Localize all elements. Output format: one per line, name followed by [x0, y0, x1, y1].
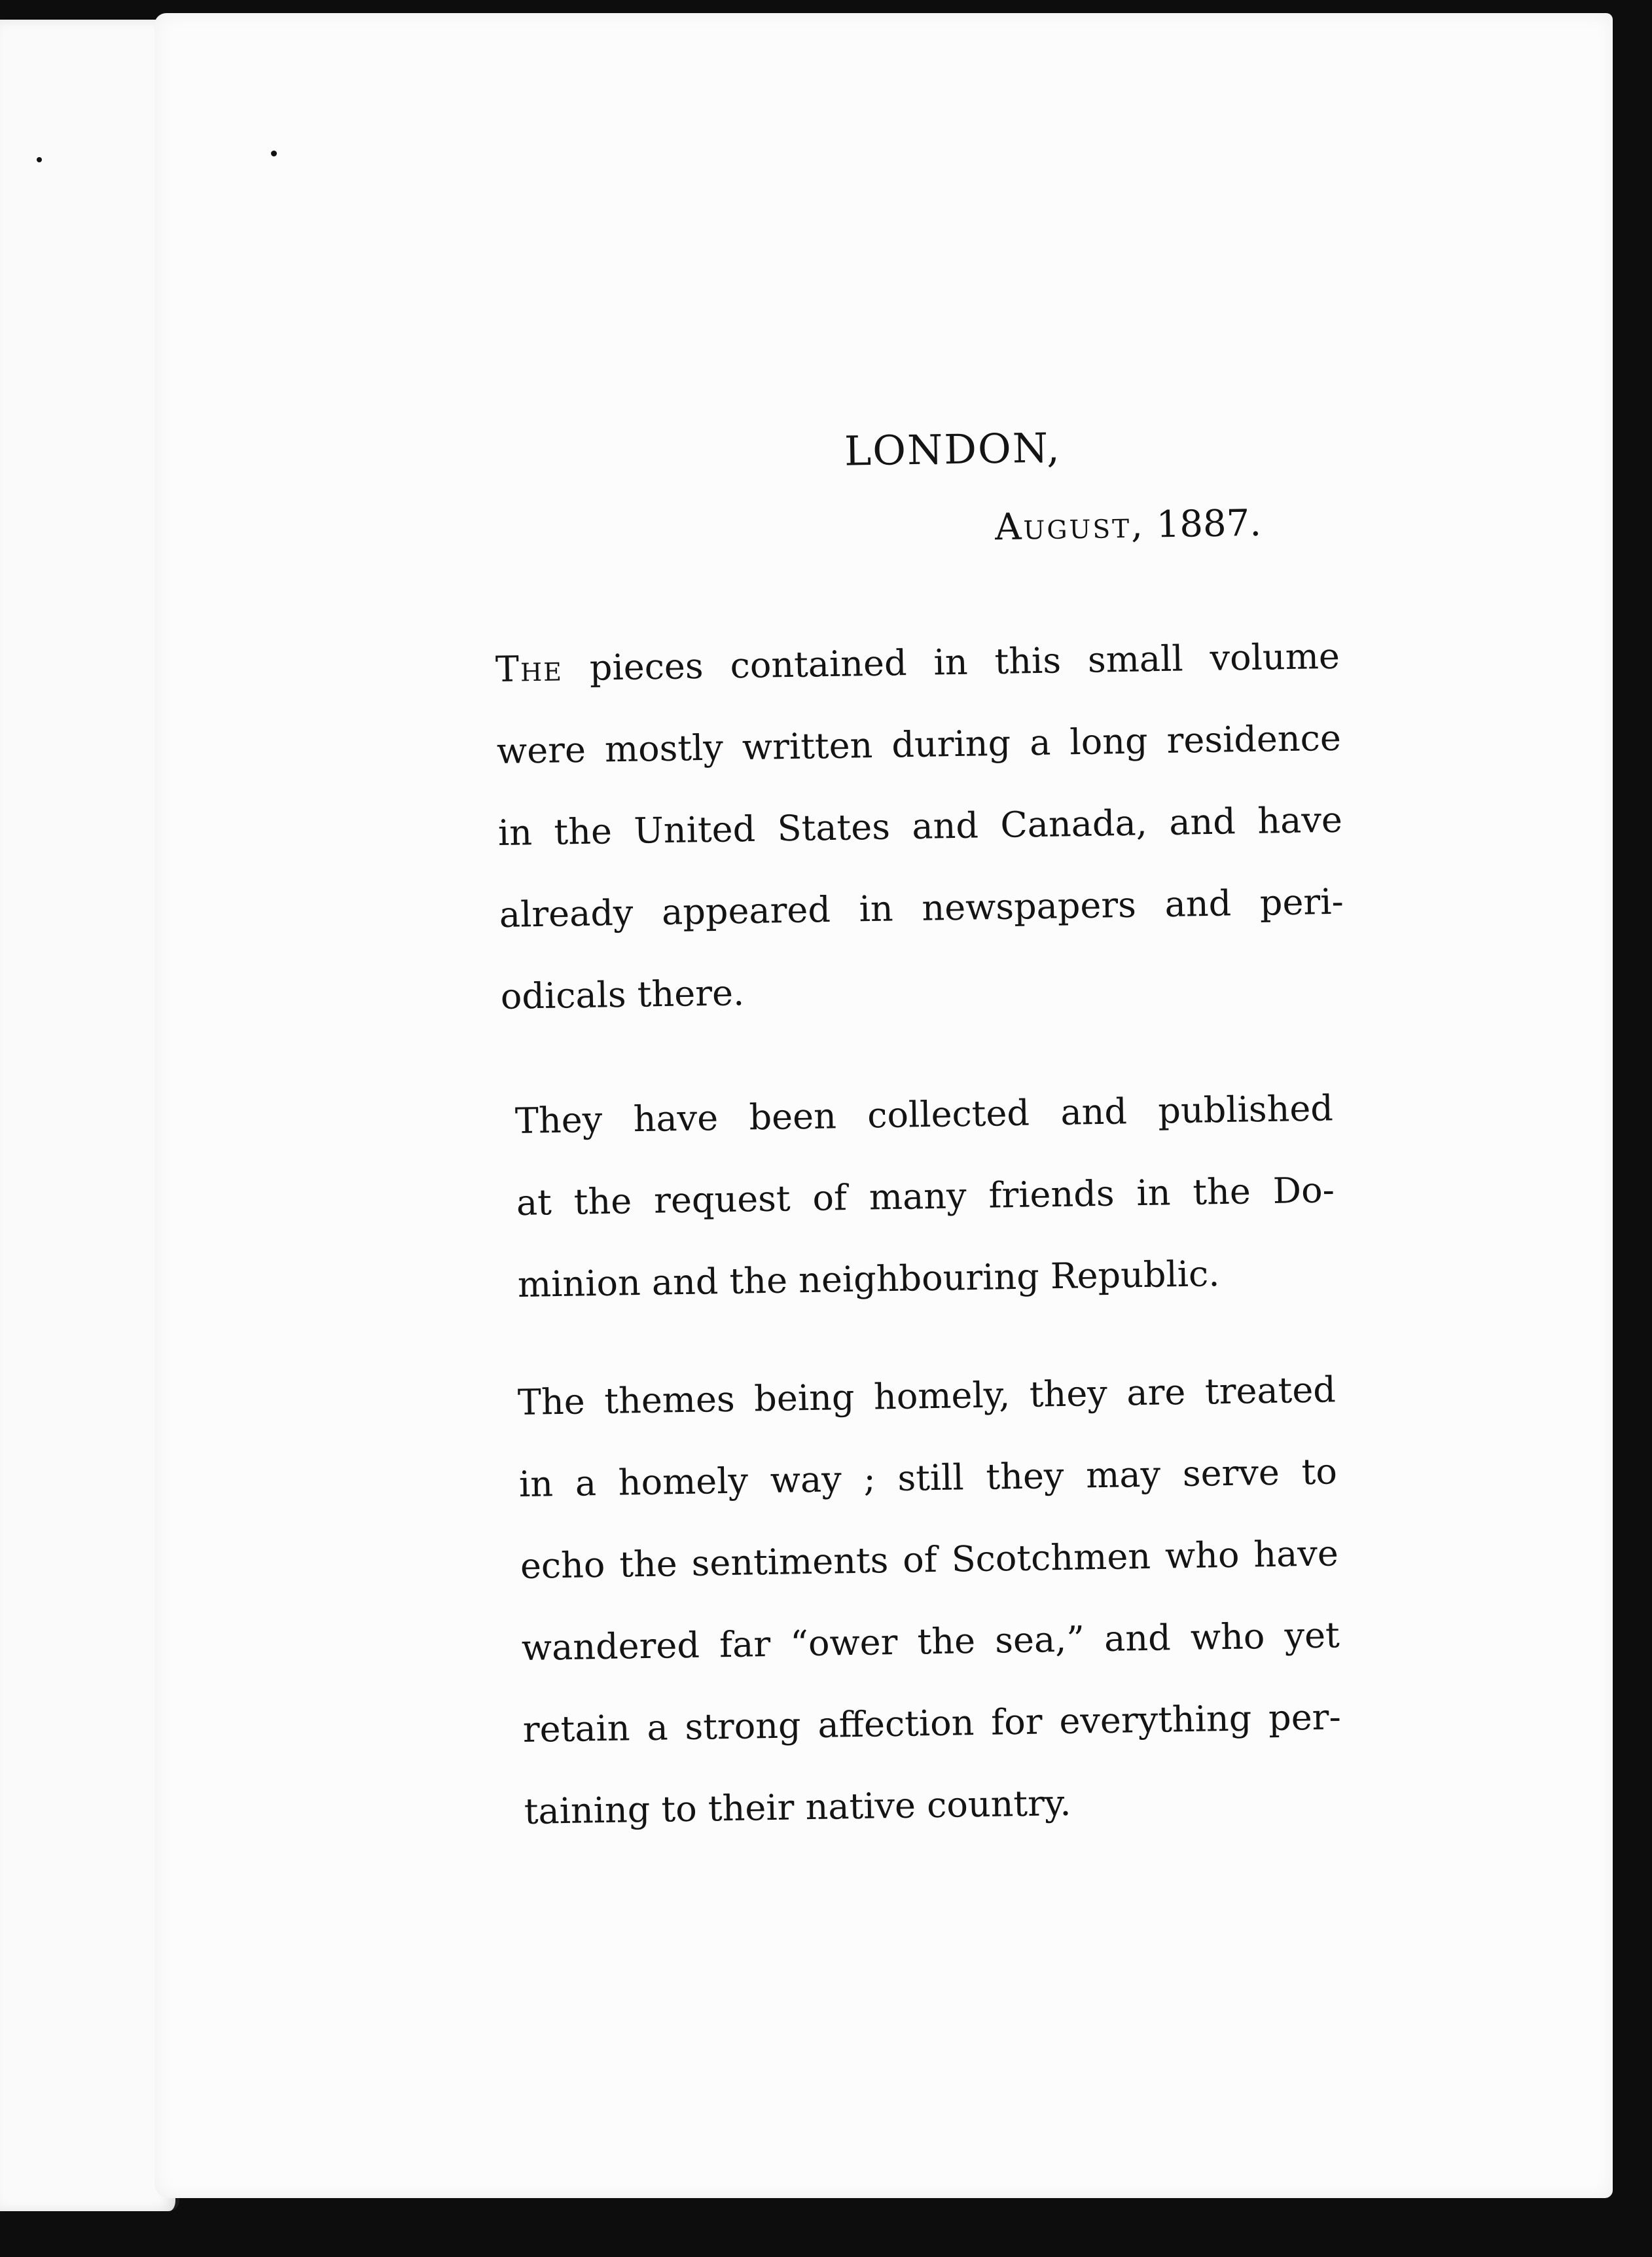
paragraph-line: at the request of many friends in the Do-	[516, 1169, 1335, 1223]
speck-mark	[271, 151, 277, 156]
paragraph-lead-word: The	[495, 647, 564, 690]
paragraph-line-text: pieces contained in this small volume	[589, 635, 1340, 689]
paragraph-line: wandered far “ower the sea,” and who yet	[521, 1614, 1340, 1669]
speck-mark	[37, 157, 42, 162]
left-page-edge	[0, 20, 179, 2211]
paragraph-line: minion and the neighbouring Republic.	[517, 1253, 1220, 1305]
paragraph-3	[517, 1348, 1343, 1852]
date-month: August,	[994, 503, 1145, 549]
paragraph-line: were mostly written during a long residence	[496, 717, 1342, 772]
date-year: 1887.	[1156, 501, 1262, 547]
paragraph-line: echo the sentiments of Scotchmen who have	[520, 1532, 1339, 1587]
place-heading: LONDON,	[844, 424, 1062, 475]
date-line	[995, 502, 1262, 549]
paragraph-line	[495, 615, 1340, 710]
paragraph-line: odicals there.	[500, 972, 745, 1017]
paragraph-line: taining to their native country.	[524, 1782, 1071, 1832]
paragraph-line: They have been collected and published	[514, 1087, 1334, 1142]
paragraph-line: in a homely way ; still they may serve to	[518, 1451, 1338, 1505]
paragraph-line: The themes being homely, they are treated	[517, 1369, 1337, 1423]
paragraph-1	[495, 615, 1346, 1038]
paragraph-2	[514, 1067, 1337, 1326]
paragraph-line: in the United States and Canada, and have	[497, 799, 1343, 854]
paragraph-line: retain a strong affection for everything per-	[522, 1696, 1342, 1750]
paragraph-line: already appeared in newspapers and peri-	[499, 880, 1344, 935]
